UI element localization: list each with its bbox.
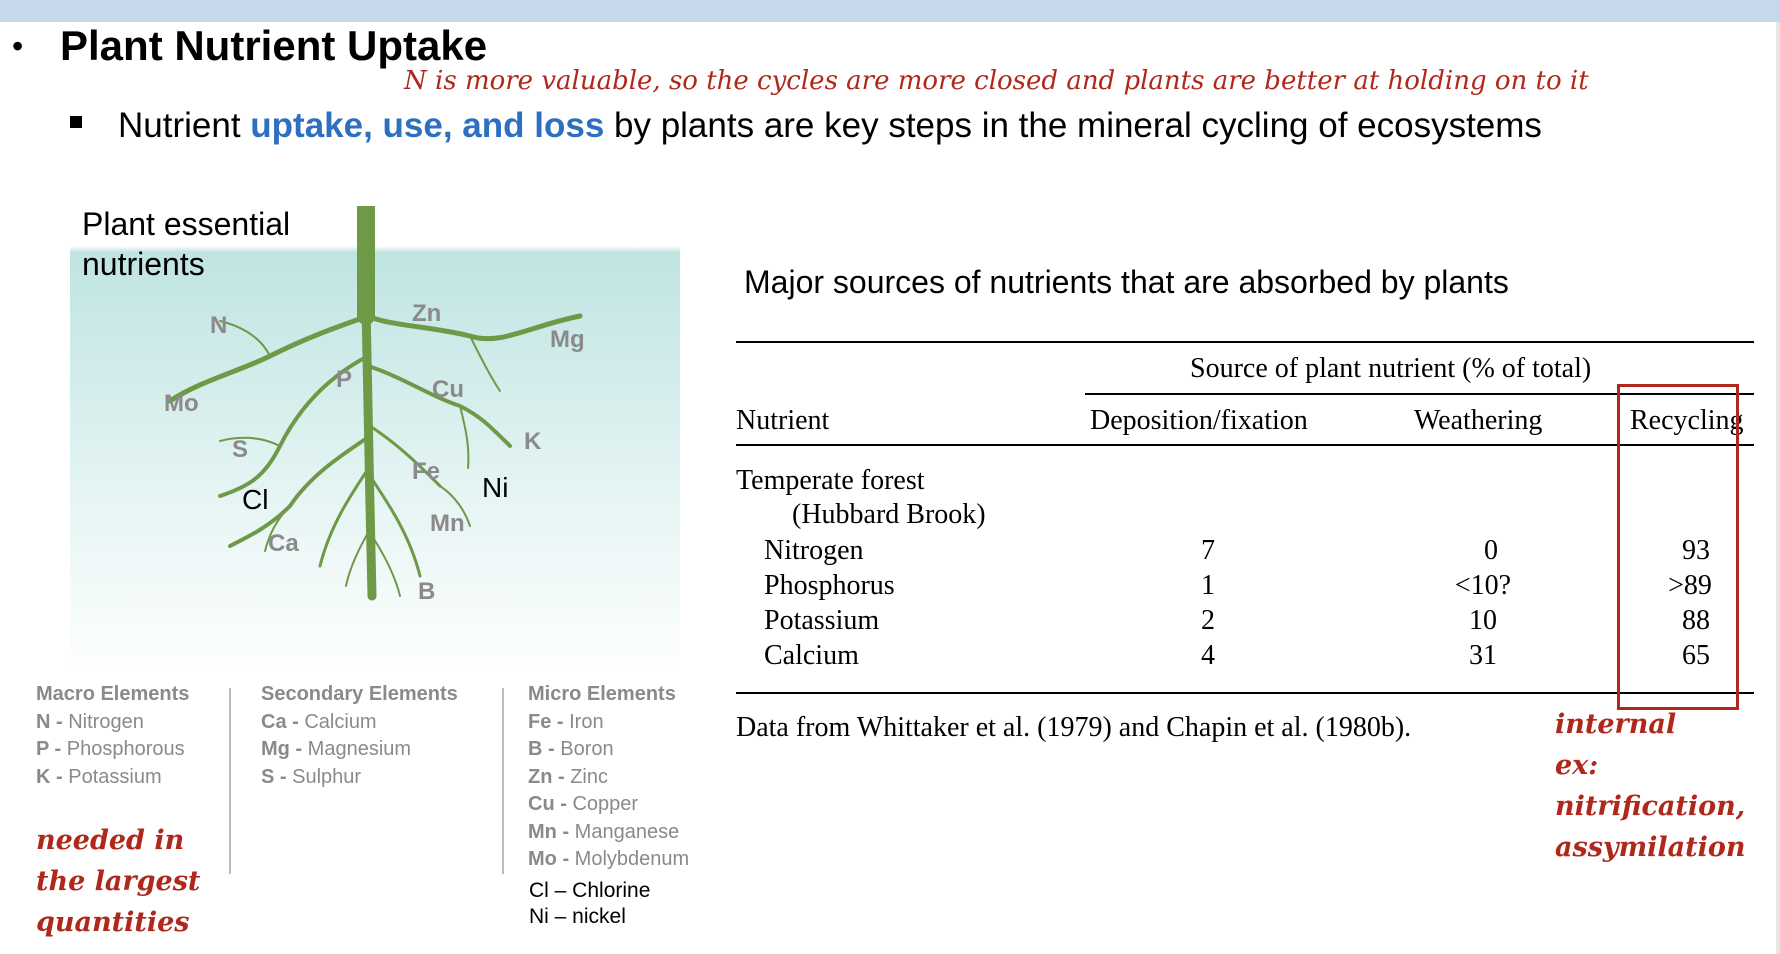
- list-item: Ca - Calcium: [261, 710, 377, 733]
- annotation-top: N is more valuable, so the cycles are more closed and plants are better at holding on to it: [404, 66, 1589, 96]
- illustration-heading-line1: Plant essential: [82, 206, 291, 242]
- recycling-highlight-box: [1617, 384, 1739, 710]
- root-label-n: N: [210, 312, 228, 339]
- group-header: Source of plant nutrient (% of total): [1190, 353, 1592, 384]
- table-title: Major sources of nutrients that are absorbed by plants: [744, 264, 1509, 300]
- list-item: Mo - Molybdenum: [528, 848, 690, 870]
- root-label-mg: Mg: [550, 326, 585, 353]
- micro-heading: Micro Elements: [528, 683, 676, 705]
- macro-heading: Macro Elements: [36, 683, 190, 705]
- cell-deposition: 1: [1201, 570, 1215, 601]
- extra-nickel: Ni – nickel: [529, 905, 626, 928]
- list-item: P - Phosphorous: [36, 738, 185, 760]
- list-item: K - Potassium: [36, 765, 162, 788]
- annotation-right: internal ex: nitrification, assymilation: [1555, 709, 1746, 863]
- cell-weathering: <10?: [1454, 570, 1512, 601]
- cell-deposition: 4: [1201, 640, 1215, 671]
- site-location: (Hubbard Brook): [792, 499, 986, 530]
- slide-title: Plant Nutrient Uptake: [60, 22, 488, 69]
- col-nutrient-header: Nutrient: [736, 405, 830, 436]
- subtitle-after: by plants are key steps in the mineral cycling of ecosystems: [604, 106, 1542, 145]
- cell-weathering: 10: [1469, 605, 1497, 636]
- cell-deposition: 7: [1201, 535, 1215, 566]
- list-item: Zn - Zinc: [528, 765, 609, 788]
- col-recycling-header: Recycling: [1630, 405, 1744, 436]
- extra-elements: [529, 878, 650, 930]
- col-deposition-header: Deposition/fixation: [1090, 405, 1308, 436]
- list-divider: [229, 688, 231, 874]
- square-bullet: [70, 116, 82, 128]
- root-label-cl: Cl: [242, 484, 269, 515]
- root-label-s: S: [232, 436, 249, 463]
- row-name: Calcium: [764, 640, 859, 671]
- table-source: Data from Whittaker et al. (1979) and Chapin et al. (1980b).: [736, 712, 1412, 743]
- cell-deposition: 2: [1201, 605, 1215, 636]
- slide-edge: [1776, 22, 1780, 954]
- root-label-k: K: [524, 428, 542, 455]
- cell-weathering: 31: [1469, 640, 1497, 671]
- site-name: Temperate forest: [736, 465, 925, 496]
- root-label-p: P: [336, 366, 353, 393]
- root-label-ni: Ni: [482, 472, 509, 503]
- illustration-heading: [82, 204, 290, 284]
- secondary-elements-list: [261, 681, 458, 791]
- cell-recycling: 93: [1682, 535, 1710, 566]
- root-label-ca: Ca: [268, 530, 299, 557]
- list-item: Mn - Manganese: [528, 820, 680, 843]
- illustration-heading-line2: nutrients: [82, 246, 205, 282]
- root-label-b: B: [418, 578, 436, 605]
- list-item: B - Boron: [528, 738, 614, 760]
- table-bottom-rule: [736, 692, 1754, 694]
- subtitle-line: [118, 106, 1542, 146]
- annotation-left: needed in the largest quantities: [36, 825, 201, 938]
- root-label-fe: Fe: [412, 458, 441, 485]
- row-name: Phosphorus: [764, 570, 895, 601]
- root-label-zn: Zn: [412, 300, 442, 327]
- cell-recycling: >89: [1668, 570, 1712, 601]
- list-item: Mg - Magnesium: [261, 738, 412, 760]
- secondary-heading: Secondary Elements: [261, 683, 458, 705]
- macro-elements-list: [36, 681, 189, 791]
- micro-elements-list: [528, 681, 689, 874]
- cell-weathering: 0: [1484, 535, 1498, 566]
- table-top-rule: [736, 341, 1754, 343]
- extra-chlorine: Cl – Chlorine: [529, 879, 651, 902]
- col-weathering-header: Weathering: [1414, 405, 1543, 436]
- list-item: Fe - Iron: [528, 710, 604, 733]
- subtitle-before: Nutrient: [118, 106, 251, 145]
- root-label-mn: Mn: [430, 510, 465, 537]
- subtitle-highlight: uptake, use, and loss: [250, 106, 605, 145]
- cell-recycling: 88: [1682, 605, 1710, 636]
- list-item: Cu - Copper: [528, 793, 639, 815]
- root-label-mo: Mo: [164, 390, 199, 417]
- list-item: N - Nitrogen: [36, 710, 144, 733]
- list-item: S - Sulphur: [261, 765, 362, 788]
- header-rule: [736, 444, 1754, 446]
- root-label-cu: Cu: [432, 376, 464, 403]
- row-name: Nitrogen: [764, 535, 864, 566]
- title-bullet: •: [12, 28, 24, 64]
- row-name: Potassium: [764, 605, 880, 636]
- list-divider: [502, 688, 504, 874]
- top-bar: [0, 0, 1780, 22]
- cell-recycling: 65: [1682, 640, 1710, 671]
